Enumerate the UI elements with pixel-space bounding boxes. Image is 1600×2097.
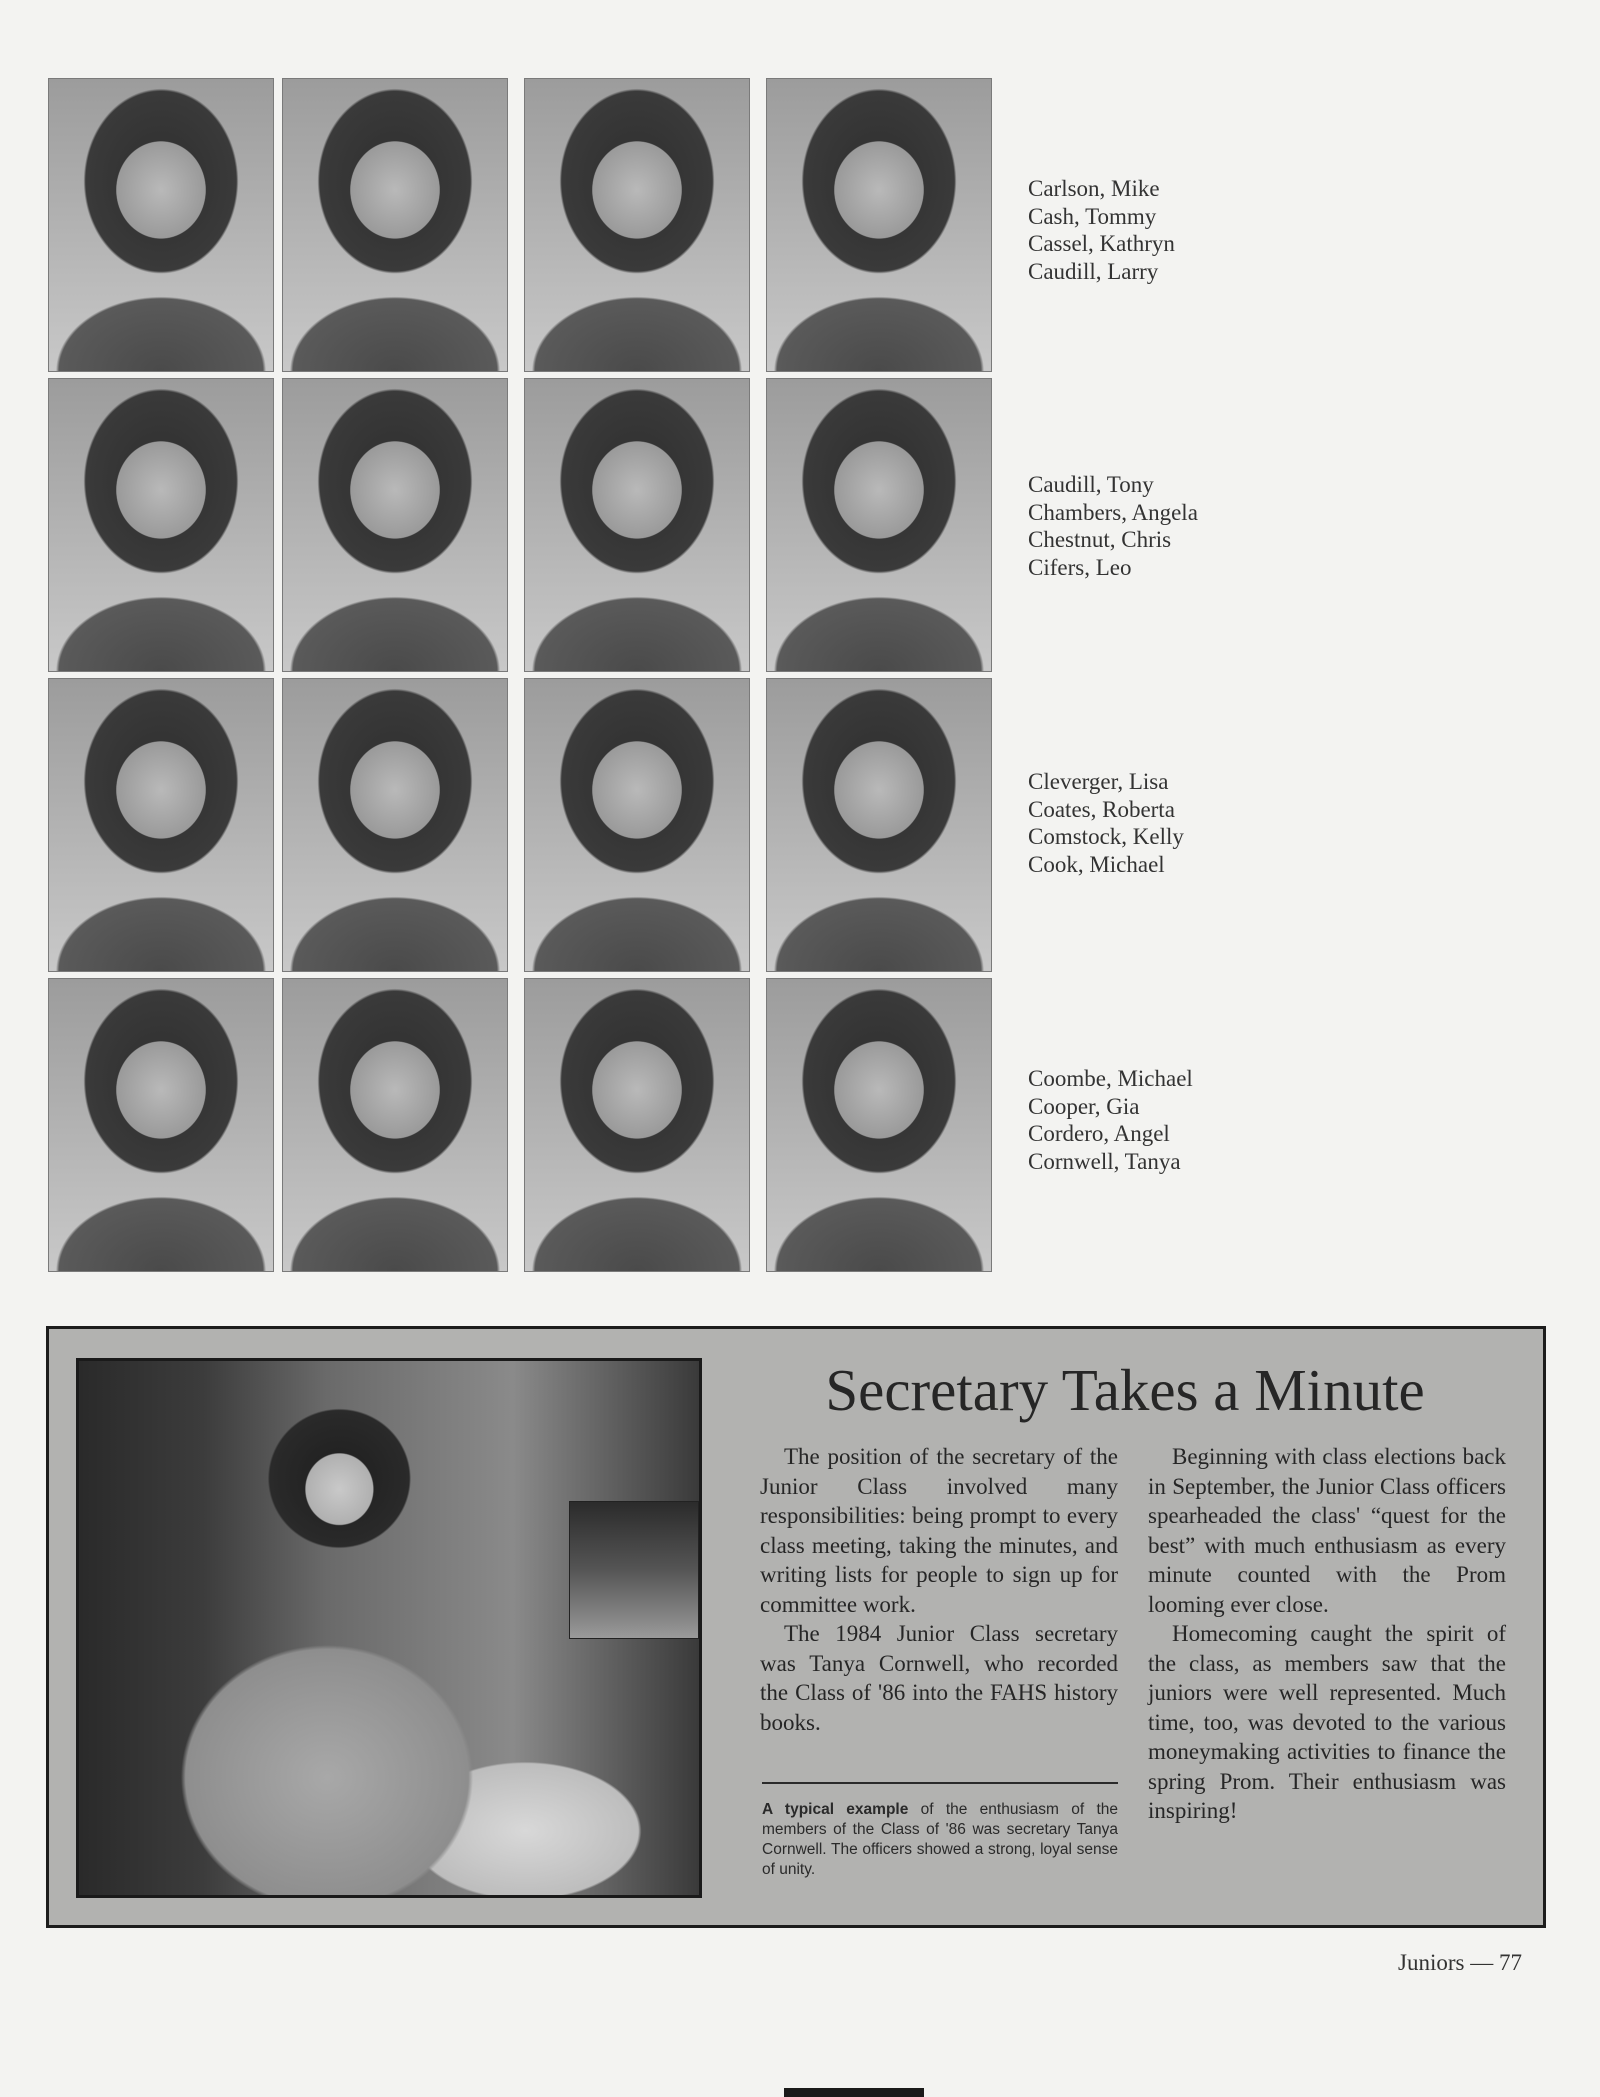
student-name: Chambers, Angela	[1028, 499, 1198, 525]
portrait-photo	[282, 378, 508, 672]
student-name: Cifers, Leo	[1028, 554, 1132, 580]
portrait-photo	[766, 978, 992, 1272]
student-name: Coombe, Michael	[1028, 1066, 1193, 1091]
feature-headline: Secretary Takes a Minute	[825, 1357, 1425, 1423]
photo-caption	[762, 1800, 1118, 1880]
student-name: Carlson, Mike	[1028, 176, 1160, 201]
article-paragraph: The 1984 Junior Class secretary was Tanya Cornwell, who recorded the Class of '86 into the FAHS history books.	[760, 1621, 1118, 1735]
portrait-grid	[48, 78, 1000, 1274]
article-column-left	[760, 1442, 1118, 1737]
student-name: Cornwell, Tanya	[1028, 1148, 1181, 1174]
caption-divider	[762, 1782, 1118, 1784]
article-column-right	[1148, 1442, 1506, 1826]
student-name: Cash, Tommy	[1028, 203, 1157, 229]
article-paragraph: Homecoming caught the spirit of the class, as members saw that the juniors were well represented. Much time, too, was devoted to the various moneymaking activities to finance the spring Prom. Their enthusiasm was inspiring!	[1148, 1621, 1506, 1823]
student-name: Caudill, Larry	[1028, 258, 1159, 284]
caption-lead: A typical example	[762, 1801, 909, 1818]
article-paragraph: Beginning with class elections back in September, the Junior Class officers spearheaded the class' “quest for the best” with much enthusiasm as every minute counted with the Prom looming ever close.	[1148, 1444, 1506, 1617]
student-name: Coates, Roberta	[1028, 796, 1175, 822]
portrait-photo	[282, 678, 508, 972]
caption-text: of the enthusiasm of the members of the Class of '86 was secretary Tanya Cornwell. The officers showed a strong, loyal sense of unity.	[762, 1801, 1118, 1878]
student-name: Cordero, Angel	[1028, 1121, 1170, 1146]
portrait-photo	[766, 78, 992, 372]
bottom-bar	[784, 2088, 924, 2097]
portrait-photo	[524, 978, 750, 1272]
student-name: Cleverger, Lisa	[1028, 769, 1169, 794]
portrait-photo	[282, 78, 508, 372]
student-name: Cooper, Gia	[1028, 1093, 1140, 1119]
student-name: Cook, Michael	[1028, 851, 1165, 877]
feature-photo	[76, 1358, 702, 1898]
portrait-photo	[282, 978, 508, 1272]
name-list-row-1	[1028, 175, 1175, 285]
student-name: Caudill, Tony	[1028, 472, 1154, 497]
wall-poster	[569, 1501, 699, 1639]
portrait-photo	[48, 678, 274, 972]
student-name: Comstock, Kelly	[1028, 824, 1184, 849]
name-list-row-3	[1028, 768, 1184, 878]
portrait-photo	[48, 978, 274, 1272]
page-folio: Juniors — 77	[1398, 1950, 1522, 1975]
name-list-row-2	[1028, 471, 1198, 581]
name-list-row-4	[1028, 1065, 1193, 1175]
portrait-photo	[48, 78, 274, 372]
portrait-photo	[524, 678, 750, 972]
portrait-photo	[524, 78, 750, 372]
student-name: Chestnut, Chris	[1028, 527, 1172, 552]
article-paragraph: The position of the secretary of the Junior Class involved many responsibilities: being prompt to every class meeting, taking the minutes, and writing lists for people to sign up for committee work.	[760, 1444, 1118, 1617]
student-name: Cassel, Kathryn	[1028, 231, 1175, 256]
portrait-photo	[48, 378, 274, 672]
portrait-photo	[766, 378, 992, 672]
portrait-photo	[524, 378, 750, 672]
portrait-photo	[766, 678, 992, 972]
